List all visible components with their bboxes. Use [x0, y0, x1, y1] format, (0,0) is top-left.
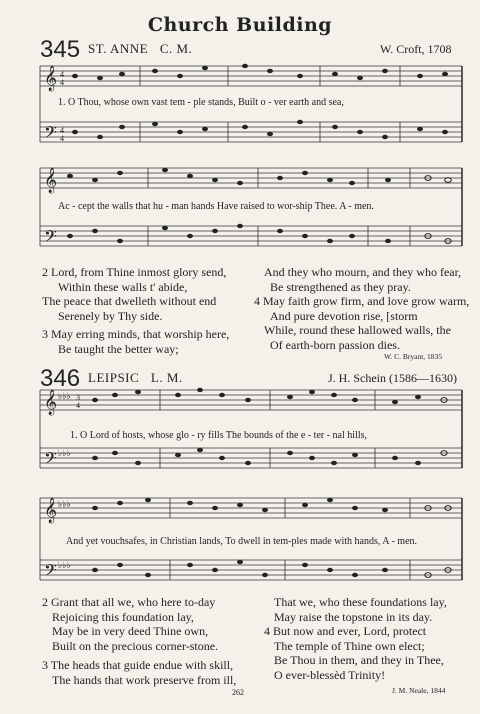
svg-text:♭♭♭: ♭♭♭	[58, 499, 71, 509]
verse-line: Built on the precious corner-stone.	[52, 638, 219, 653]
verse-line: The temple of Thine own elect;	[274, 638, 425, 653]
verses-left	[42, 265, 229, 356]
svg-text:♭♭♭: ♭♭♭	[58, 391, 71, 401]
verse-line: Be strengthened as they pray.	[270, 279, 411, 294]
verse-line: The hands that work preserve from ill,	[52, 672, 237, 687]
meter: C. M.	[159, 41, 193, 56]
verse-line: May raise the topstone in its day.	[274, 609, 433, 624]
composer: J. H. Schein (1586—1630)	[328, 371, 457, 385]
svg-text:𝄞: 𝄞	[44, 168, 58, 193]
verse-line: 3 May erring minds, that worship here,	[42, 327, 230, 341]
verse-line: Rejoicing this foundation lay,	[52, 609, 194, 624]
verses-right	[254, 265, 469, 352]
svg-text:♭♭♭: ♭♭♭	[58, 560, 71, 570]
verse-line: May be in very deed Thine own,	[52, 624, 209, 638]
lyrics-line: And yet vouchsafes, in Christian lands, To dwell in tem-ples made with hands, A - men.	[66, 536, 418, 547]
svg-text:𝄞: 𝄞	[44, 66, 58, 91]
svg-text:4: 4	[60, 126, 64, 135]
verse-line: 2 Grant that all we, who here to-day	[42, 595, 216, 609]
verse-line: And pure devotion rise, [storm	[270, 308, 418, 323]
svg-text:3: 3	[76, 393, 80, 402]
composer: W. Croft, 1708	[380, 42, 452, 56]
hymn-number: 346	[40, 365, 81, 392]
lyrics-line: Ac - cept the walls that hu - man hands Have raised to wor-ship Thee. A - men.	[58, 201, 374, 212]
svg-text:𝄢: 𝄢	[44, 448, 57, 472]
verse-line: That we, who these foundations lay,	[274, 595, 447, 609]
svg-text:𝄞: 𝄞	[44, 390, 58, 415]
verse-line: Serenely by Thy side.	[58, 308, 163, 323]
verse-line: Be Thou in them, and they in Thee,	[274, 653, 444, 667]
verse-line: 4 May faith grow firm, and love grow warm,	[254, 294, 470, 308]
author-credit: J. M. Neale, 1844	[392, 686, 446, 695]
verse-line: 3 The heads that guide endue with skill,	[42, 658, 234, 672]
svg-text:𝄢: 𝄢	[44, 122, 57, 146]
verse-line: While, round these hallowed walls, the	[264, 323, 451, 337]
svg-text:4: 4	[60, 78, 64, 87]
lyrics-line: 1. O Lord of hosts, whose glo - ry fills The bounds of the e - ter - nal hills,	[70, 430, 367, 441]
tune-name	[88, 41, 192, 57]
tune-title: ST. ANNE	[88, 41, 149, 56]
svg-text:♭♭♭: ♭♭♭	[58, 448, 71, 458]
page-number: 262	[232, 688, 244, 697]
verse-line: Of earth-born passion dies.	[270, 337, 400, 352]
verse-line: 2 Lord, from Thine inmost glory send,	[42, 265, 227, 279]
svg-text:4: 4	[60, 134, 64, 143]
svg-text:𝄞: 𝄞	[44, 498, 58, 523]
verse-line: Within these walls t' abide,	[58, 279, 188, 294]
verse-line: The peace that dwelleth without end	[42, 294, 217, 308]
tune-title: LEIPSIC	[88, 370, 140, 385]
page-heading: Church Building	[147, 14, 333, 36]
lyrics-line: 1. O Thou, whose own vast tem - ple stands, Built o - ver earth and sea,	[58, 97, 344, 108]
verses-right	[264, 595, 447, 682]
verse-line: And they who mourn, and they who fear,	[264, 265, 462, 279]
verse-line: 4 But now and ever, Lord, protect	[264, 624, 427, 638]
svg-text:𝄢: 𝄢	[44, 226, 57, 250]
verses-left	[42, 595, 236, 687]
meter: L. M.	[150, 370, 183, 385]
svg-text:4: 4	[76, 401, 80, 410]
svg-text:4: 4	[60, 70, 64, 79]
verse-line: O ever-blessèd Trinity!	[274, 667, 386, 682]
verse-line: Be taught the better way;	[58, 341, 179, 356]
author-credit: W. C. Bryant, 1835	[384, 352, 443, 361]
hymn-number: 345	[40, 36, 81, 63]
svg-text:𝄢: 𝄢	[44, 560, 57, 584]
